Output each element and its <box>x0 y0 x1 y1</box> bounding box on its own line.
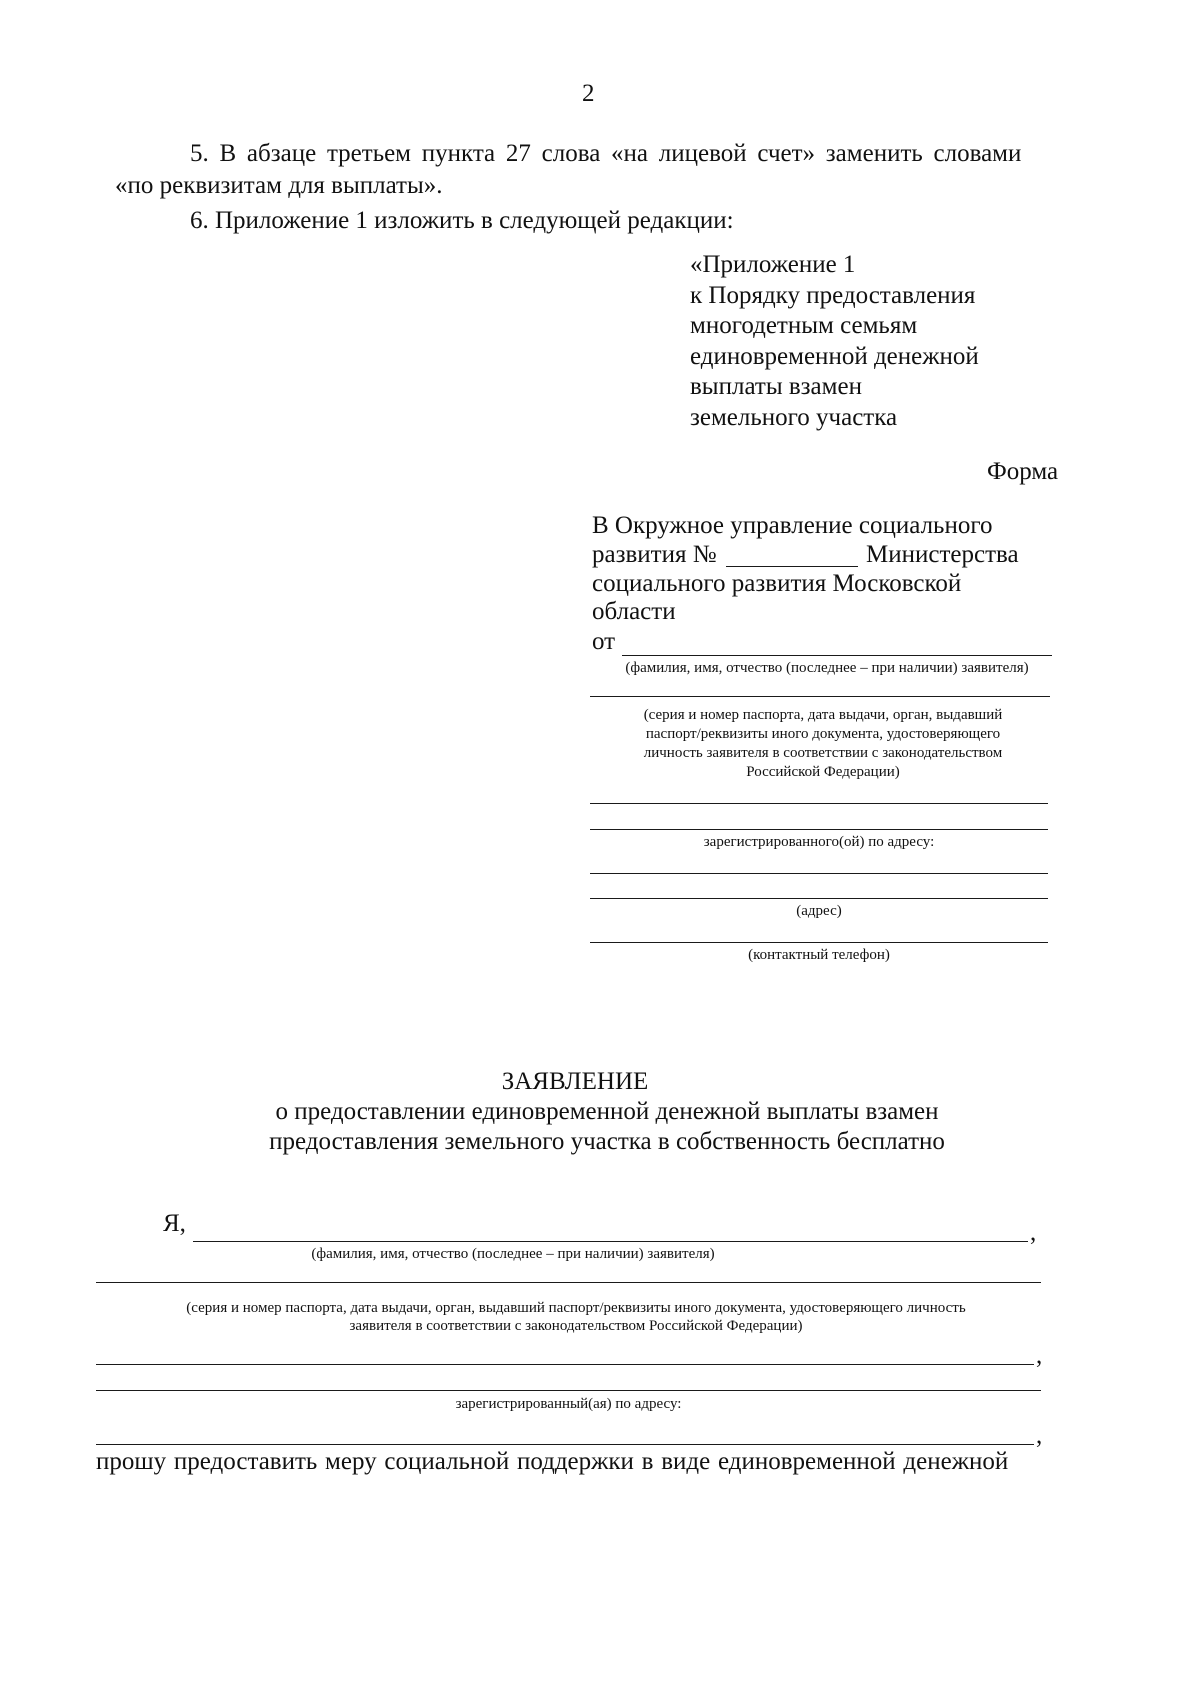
district-number-field[interactable] <box>726 566 858 567</box>
applicant-name-field[interactable] <box>622 655 1052 656</box>
passport-caption-line: паспорт/реквизиты иного документа, удостоверяющего <box>645 726 1001 742</box>
addressee-line-2-suffix: Министерства <box>866 541 1019 568</box>
appendix-header-line: к Порядку предоставления <box>690 281 976 309</box>
form-label: Форма <box>987 458 1059 485</box>
appendix-header-line: земельного участка <box>690 403 898 431</box>
appendix-header-line: многодетным семьям <box>690 312 918 339</box>
registration-field[interactable] <box>590 829 1048 830</box>
statement-address-field[interactable] <box>96 1444 1034 1445</box>
appendix-header <box>690 250 979 433</box>
i-label: Я, <box>163 1210 186 1237</box>
statement-passport-caption-line-1: (серия и номер паспорта, дата выдачи, орган, выдавший паспорт/реквизиты иного документа, удостоверяющего личность <box>186 1300 966 1316</box>
statement-passport-extra-field[interactable] <box>96 1364 1034 1365</box>
address-caption: (адрес) <box>796 903 842 919</box>
statement-registration-field[interactable] <box>96 1390 1041 1391</box>
from-label: от <box>592 628 616 655</box>
statement-registered-caption: зарегистрированный(ая) по адресу: <box>455 1396 682 1412</box>
passport-field[interactable] <box>590 696 1050 697</box>
addressee-line-2-prefix: развития № <box>592 541 717 568</box>
phone-field[interactable] <box>590 942 1048 943</box>
page-number: 2 <box>582 80 595 107</box>
addressee-line-1: В Окружное управление социального <box>592 512 993 539</box>
addressee-line-3: социального развития Московской <box>592 570 962 597</box>
passport-caption <box>590 706 1056 782</box>
address-field-1[interactable] <box>590 873 1048 874</box>
request-line: прошу предоставить меру социальной поддержки в виде единовременной денежной <box>96 1448 1009 1475</box>
comma: , <box>1036 1342 1043 1369</box>
statement-passport-field[interactable] <box>96 1282 1041 1283</box>
statement-subtitle-line-1: о предоставлении единовременной денежной выплаты взамен <box>275 1098 939 1125</box>
statement-title: ЗАЯВЛЕНИЕ <box>501 1068 649 1095</box>
comma: , <box>1030 1219 1037 1246</box>
paragraph-5-line-2: «по реквизитам для выплаты». <box>115 172 443 199</box>
addressee-line-4: области <box>592 598 676 625</box>
applicant-name-caption: (фамилия, имя, отчество (последнее – при наличии) заявителя) <box>625 660 1029 676</box>
appendix-header-line: выплаты взамен <box>690 373 862 400</box>
paragraph-6: 6. Приложение 1 изложить в следующей редакции: <box>190 207 734 234</box>
address-field-2[interactable] <box>590 898 1048 899</box>
passport-extra-field[interactable] <box>590 803 1048 804</box>
passport-caption-line: личность заявителя в соответствии с законодательством <box>643 745 1003 761</box>
paragraph-5-line-1: 5. В абзаце третьем пункта 27 слова «на лицевой счет» заменить словами <box>190 140 1022 167</box>
statement-passport-caption-line-2: заявителя в соответствии с законодательством Российской Федерации) <box>349 1318 803 1334</box>
registered-caption: зарегистрированного(ой) по адресу: <box>703 834 935 850</box>
passport-caption-line: Российской Федерации) <box>746 764 900 780</box>
appendix-header-line: единовременной денежной <box>690 342 979 370</box>
comma: , <box>1036 1422 1043 1449</box>
statement-name-caption: (фамилия, имя, отчество (последнее – при наличии) заявителя) <box>311 1246 715 1262</box>
passport-caption-line: (серия и номер паспорта, дата выдачи, орган, выдавший <box>643 707 1003 723</box>
statement-applicant-name-field[interactable] <box>193 1241 1028 1242</box>
statement-subtitle-line-2: предоставления земельного участка в собственность бесплатно <box>269 1128 945 1155</box>
phone-caption: (контактный телефон) <box>748 947 890 963</box>
appendix-header-line: «Приложение 1 <box>690 251 856 278</box>
